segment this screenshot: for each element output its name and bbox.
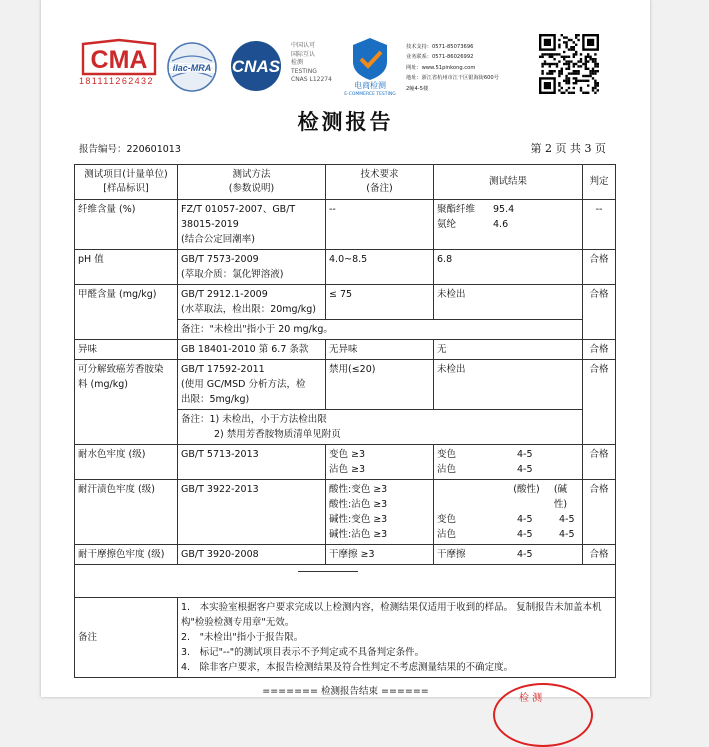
item-cell: pH 值 xyxy=(75,250,178,285)
remark-item: 2. "未检出"指小于报告限。 xyxy=(181,632,304,643)
method-cell: GB/T 7573-2009 (萃取介质：氯化钾溶液) xyxy=(178,250,326,285)
test-results-table xyxy=(74,164,616,678)
ilac-mra-text: ilac-MRA xyxy=(172,63,212,73)
qr-code xyxy=(539,34,599,94)
blank-row xyxy=(75,565,616,598)
requirement-cell: -- xyxy=(326,200,434,250)
table-row xyxy=(75,340,616,360)
cnas-logo xyxy=(223,38,289,94)
cnas-text: CNAS xyxy=(231,57,281,76)
recognition-line: CNAS L12274 xyxy=(291,76,332,83)
header-item: 测试项目(计量单位) [样品标识] xyxy=(75,165,178,200)
ilac-mra-logo xyxy=(166,41,218,93)
table-row xyxy=(75,545,616,565)
ecommerce-label-cn: 电商检测 xyxy=(354,81,386,90)
requirement-cell: 酸性:变色 ≥3 酸性:沾色 ≥3 碱性:变色 ≥3 碱性:沾色 ≥3 xyxy=(326,480,434,545)
verdict-cell: 合格 xyxy=(583,360,616,445)
remark-item: 4. 除非客户要求，本报告检测结果及符合性判定不考虑测量结果的不确定度。 xyxy=(181,662,514,673)
recognition-text xyxy=(291,42,332,85)
requirement-cell: 变色 ≥3 沾色 ≥3 xyxy=(326,445,434,480)
table-header-row xyxy=(75,165,616,200)
remark-item: 3. 标记"--"的测试项目表示不予判定或不具备判定条件。 xyxy=(181,647,425,658)
requirement-cell: 干摩擦 ≥3 xyxy=(326,545,434,565)
note-cell: 备注：1) 未检出，小于方法检出限 2) 禁用芳香胺物质清单见附页 xyxy=(178,410,583,445)
recognition-line: TESTING xyxy=(291,67,317,75)
report-title: 检测报告 xyxy=(297,109,394,134)
table-row xyxy=(75,285,616,320)
item-cell: 耐水色牢度 (级) xyxy=(75,445,178,480)
contact-info xyxy=(406,42,499,94)
item-cell: 纤维含量 (%) xyxy=(75,200,178,250)
method-cell: GB/T 17592-2011 (使用 GC/MSD 分析方法，检 出限：5mg/kg) xyxy=(178,360,326,410)
requirement-cell: ≤ 75 xyxy=(326,285,434,320)
separator-line xyxy=(298,571,358,572)
requirement-cell: 无异味 xyxy=(326,340,434,360)
remark-item: 1. 本实验室根据客户要求完成以上检测内容，检测结果仅适用于收到的样品。 复制报告未加盖本机构"检验检测专用章"无效。 xyxy=(181,602,602,628)
note-cell: 备注："未检出"指小于 20 mg/kg。 xyxy=(178,320,583,340)
remarks-content xyxy=(178,598,616,678)
method-cell: GB/T 3922-2013 xyxy=(178,480,326,545)
verdict-cell: 合格 xyxy=(583,285,616,340)
header-result: 测试结果 xyxy=(434,165,583,200)
recognition-line: 中国认可 xyxy=(291,42,316,49)
report-number: 报告编号：220601013 xyxy=(79,144,181,155)
method-cell: GB/T 2912.1-2009 (水萃取法，检出限：20mg/kg) xyxy=(178,285,326,320)
page-indicator: 第 2 页 共 3 页 xyxy=(530,142,606,155)
report-end-marker: ======= 检测报告结束 ====== xyxy=(262,686,429,697)
item-cell: 甲醛含量 (mg/kg) xyxy=(75,285,178,340)
method-cell: FZ/T 01057-2007、GB/T 38015-2019 (结合公定回潮率) xyxy=(178,200,326,250)
contact-line: 网址：www.51pinkong.com xyxy=(406,64,476,71)
ecommerce-label-en: E-COMMERCE TESTING xyxy=(344,92,396,97)
table-row xyxy=(75,480,616,545)
item-cell: 可分解致癌芳香胺染 料 (mg/kg) xyxy=(75,360,178,445)
ecommerce-testing-logo xyxy=(337,34,403,96)
cma-logo xyxy=(79,40,159,76)
method-cell: GB 18401-2010 第 6.7 条款 xyxy=(178,340,326,360)
verdict-cell: 合格 xyxy=(583,545,616,565)
result-cell: 未检出 xyxy=(434,285,583,320)
cma-number: 181111262432 xyxy=(79,76,154,86)
cma-logo-text: CMA xyxy=(90,46,148,74)
verdict-cell: 合格 xyxy=(583,340,616,360)
table-row xyxy=(75,445,616,480)
remarks-label: 备注 xyxy=(75,598,178,678)
header-method: 测试方法 (参数说明) xyxy=(178,165,326,200)
recognition-line: 检测 xyxy=(291,59,304,66)
contact-line: 2幢4-5楼 xyxy=(406,85,429,92)
recognition-line: 国际互认 xyxy=(291,50,316,58)
requirement-cell: 禁用(≤20) xyxy=(326,360,434,410)
contact-line: 技术支持：0571-85073696 xyxy=(406,44,474,50)
report-page xyxy=(41,0,650,704)
item-cell: 耐干摩擦色牢度 (级) xyxy=(75,545,178,565)
verdict-cell: 合格 xyxy=(583,445,616,480)
header-verdict: 判定 xyxy=(583,165,616,200)
contact-line: 业务联系：0571-86026992 xyxy=(406,54,474,61)
requirement-cell: 4.0~8.5 xyxy=(326,250,434,285)
result-cell: 无 xyxy=(434,340,583,360)
item-cell: 异味 xyxy=(75,340,178,360)
contact-line: 地址：浙江省杭州市江干区银海街600号 xyxy=(406,75,499,82)
verdict-cell: -- xyxy=(583,200,616,250)
result-cell: (酸性) (碱性) 变色 4-5 4-5 沾色 4-5 4-5 xyxy=(434,480,583,545)
table-row xyxy=(75,200,616,250)
header-requirement: 技术要求 (备注) xyxy=(326,165,434,200)
verdict-cell: 合格 xyxy=(583,480,616,545)
table-row xyxy=(75,360,616,410)
method-cell: GB/T 3920-2008 xyxy=(178,545,326,565)
report-header xyxy=(41,0,650,105)
table-row xyxy=(75,250,616,285)
result-cell: 6.8 xyxy=(434,250,583,285)
result-cell: 未检出 xyxy=(434,360,583,410)
verdict-cell: 合格 xyxy=(583,250,616,285)
remarks-row xyxy=(75,598,616,678)
method-cell: GB/T 5713-2013 xyxy=(178,445,326,480)
stamp-text: 检 测 xyxy=(519,693,543,704)
result-cell: 变色 4-5 沾色 4-5 xyxy=(434,445,583,480)
result-cell: 聚酯纤维 95.4 氨纶 4.6 xyxy=(434,200,583,250)
result-cell: 干摩擦 4-5 xyxy=(434,545,583,565)
item-cell: 耐汗渍色牢度 (级) xyxy=(75,480,178,545)
